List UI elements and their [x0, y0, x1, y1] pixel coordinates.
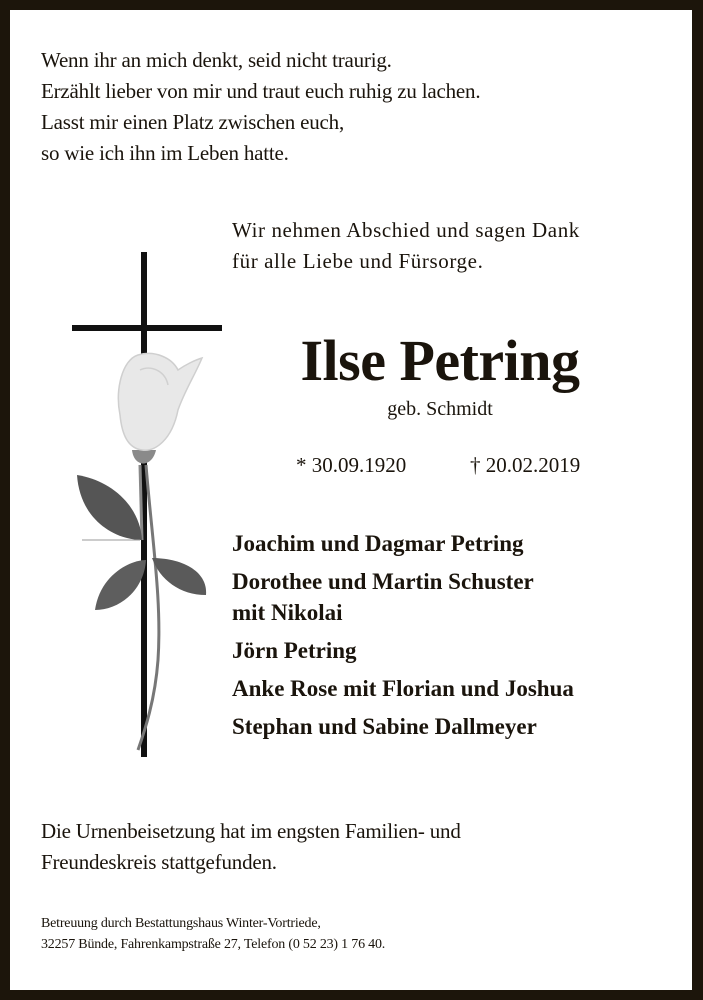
mourner-line: Stephan und Sabine Dallmeyer [232, 714, 537, 739]
thanks-text [232, 215, 580, 277]
burial-notice [41, 816, 461, 878]
cross-with-rose-icon [60, 240, 230, 760]
undertaker-info [41, 913, 385, 955]
mourner-line: Dorothee und Martin Schuster [232, 569, 534, 594]
mourners-list [232, 528, 574, 749]
mourner-line: mit Nikolai [232, 600, 343, 625]
undertaker-line: 32257 Bünde, Fahrenkampstraße 27, Telefon (0 52 23) 1 76 40. [41, 937, 386, 952]
mourner-line: Jörn Petring [232, 638, 357, 663]
poem-line: so wie ich ihn im Leben hatte. [41, 141, 289, 165]
burial-line: Die Urnenbeisetzung hat im engsten Familien- und [41, 819, 461, 843]
thanks-line: für alle Liebe und Fürsorge. [232, 249, 484, 273]
mourner-line: Anke Rose mit Florian und Joshua [232, 676, 574, 701]
mourner-entry [232, 528, 574, 559]
mourner-entry [232, 673, 574, 704]
mourner-entry [232, 566, 574, 628]
deceased-name: Ilse Petring [300, 328, 580, 393]
obituary-notice [10, 10, 692, 990]
poem-line: Wenn ihr an mich denkt, seid nicht traurig. [41, 48, 392, 72]
maiden-name: geb. Schmidt [387, 398, 493, 420]
memorial-poem [41, 45, 480, 169]
poem-line: Lasst mir einen Platz zwischen euch, [41, 110, 345, 134]
burial-line: Freundeskreis stattgefunden. [41, 850, 277, 874]
death-date: † 20.02.2019 [470, 453, 581, 477]
undertaker-line: Betreuung durch Bestattungshaus Winter-Vortriede, [41, 916, 321, 931]
poem-line: Erzählt lieber von mir und traut euch ruhig zu lachen. [41, 79, 481, 103]
mourner-entry [232, 711, 574, 742]
thanks-line: Wir nehmen Abschied und sagen Dank [232, 218, 580, 242]
mourner-line: Joachim und Dagmar Petring [232, 531, 524, 556]
mourner-entry [232, 635, 574, 666]
birth-date: * 30.09.1920 [296, 453, 407, 477]
